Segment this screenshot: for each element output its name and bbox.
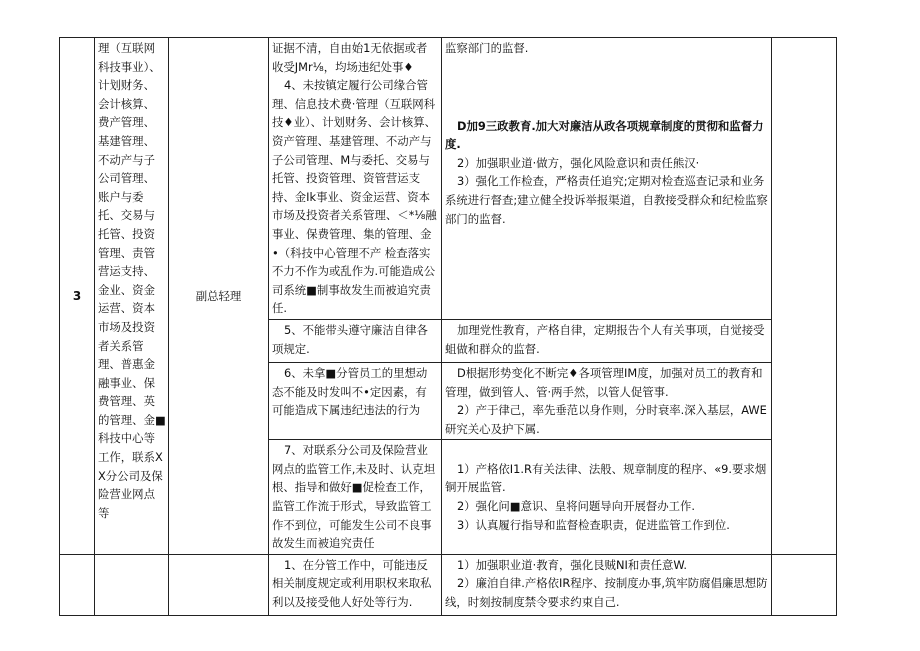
- row-number: [60, 554, 95, 615]
- risk-cell: 7、对联系分公司及保险营业网点的监管工作,未及时、认克坦根、指导和做好■促检查工作，监管工作流于形式，导致监管工作不到位，可能发生公司不良事故发生而被追究责任: [269, 440, 442, 555]
- measure-cell: 1）加强职业道·教育，强化艮贼NI和责任意W. 2）廉洎自律.产格依IR程序、按制度办事,筑牢防腐倡廉思想防线，时刻按制度禁令要求约束自己.: [442, 554, 772, 615]
- remarks-cell: [772, 38, 837, 555]
- row-number: 3: [60, 38, 95, 555]
- table-row: [60, 554, 837, 615]
- department-scope-cell: 理（互联网科技事业）、计划财务、会计核算、费产管理、基建管理、不动产与子公司管理、账户与委托、交易与托管、投资管理、责管营运支持、金业、资金运营、资本市场及投资者关系管理、普惠金融事业、保费管理、英的管理、金■科技中心等工作，联系XX分公司及保险营业网点等: [95, 38, 169, 555]
- department-scope-cell: [95, 554, 169, 615]
- measure-cell: 1）产格依I1.R有关法律、法般、规章制度的程序、«9.要求烟铜开展监管. 2）强化问■意识、皇将问题导向开展督办工作. 3）认真履行指导和监督检查职责，促进监管工作到位.: [442, 440, 772, 555]
- position-cell: 副总轻理: [169, 38, 269, 555]
- measure-cell: 加理党性教育，产格自律，定期报告个人有关事项，自觉接受蛆做和群众的监督.: [442, 319, 772, 362]
- measure-cell: 监察部门的监督. D加9三政教育.加大对廉洁从政各项规章制度的贯彻和监督力度. 2）加强职业道·做方，强化风险意识和责任熊汉· 3）强化工作检查，严格责任追究;定期对检查巡查记录和业务系统进行督查;建立健全投诉举报渠道，自教接受群众和纪检监察部门的监督.: [442, 38, 772, 320]
- measure-cell: D根据形势变化不断完♦各项管理IM度，加强对员工的教育和管理，做到管人、管·两手然，以管人促管事. 2）产于律己，率先垂范以身作则，分时衰率.深入基层，AWE研究关心及护下属.: [442, 362, 772, 439]
- table-row: [60, 38, 837, 320]
- risk-cell: 5、不能带头遵守廉洁自律各项规定.: [269, 319, 442, 362]
- risk-cell: 1、在分管工作中，可能违反相关制度规定或利用职权来取私利以及接受他人好处等行为.: [269, 554, 442, 615]
- position-cell: [169, 554, 269, 615]
- remarks-cell: [772, 554, 837, 615]
- risk-cell: 6、未拿■分管员工的里想动态不能及时发叫不•定因素，有可能造成下属违纪违法的行为: [269, 362, 442, 439]
- risk-cell: 证据不清，自由始1无依据或者收受JMr⅛，均场违纪处事♦ 4、未按镇定履行公司缘合管理、信息技术费·管理（互联网科技♦业）、计划财务、会计核算、资产管理、基建管理、不动产与子公司管理、M与委托、交易与托管、投资管理、资管营运支持、金Ik事业、资金运营、资本市场及投资者关系管理、＜*⅛融事业、保费管理、集的管理、金•（科技中心管理不产 检查落实不力不作为或乱作为.可能造成公司系统■制事故发生而被追究责任.: [269, 38, 442, 320]
- responsibility-risk-table: [59, 37, 837, 616]
